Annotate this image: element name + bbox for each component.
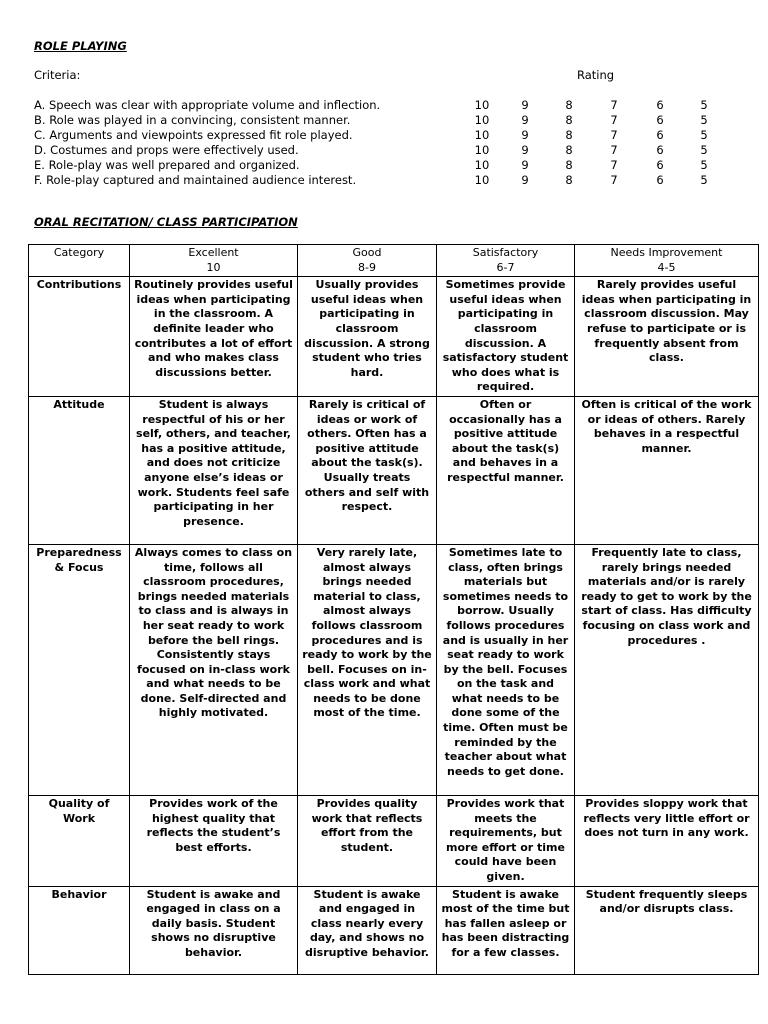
- needs-improvement-cell: Rarely provides useful ideas when participating in classroom discussion. May refuse to participate or is frequently absent from class.: [575, 277, 759, 397]
- rating-score: 10: [474, 128, 490, 142]
- needs-improvement-cell: Frequently late to class, rarely brings needed materials and/or is rarely ready to get to work by the start of class. Has difficulty focusing on class work and procedures .: [575, 544, 759, 795]
- header-satisfactory: Satisfactory 6-7: [437, 245, 575, 277]
- good-cell: Provides quality work that reflects effort from the student.: [298, 795, 437, 886]
- rating-score: 5: [700, 128, 708, 142]
- rubric-row-contributions: [29, 277, 759, 397]
- rating-score: 5: [700, 143, 708, 157]
- criterion-row: [34, 143, 708, 158]
- rating-score: 6: [656, 173, 664, 187]
- criterion-text: B. Role was played in a convincing, consistent manner.: [34, 113, 351, 127]
- category-cell: Quality of Work: [29, 795, 130, 886]
- rating-score: 7: [610, 113, 618, 127]
- rating-score: 8: [565, 158, 573, 172]
- oral-recitation-title: ORAL RECITATION/ CLASS PARTICIPATION: [34, 215, 298, 229]
- good-cell: Rarely is critical of ideas or work of others. Often has a positive attitude about the task(s). Usually treats others and self with respect.: [298, 396, 437, 544]
- rating-score: 10: [474, 113, 490, 127]
- good-cell: Very rarely late, almost always brings needed material to class, almost always follows classroom procedures and is ready to work by the bell. Focuses on in-class work and what needs to be done most of the time.: [298, 544, 437, 795]
- rating-score: 5: [700, 158, 708, 172]
- rating-score: 7: [610, 143, 618, 157]
- rating-score: 9: [521, 113, 529, 127]
- rubric-header-row: [29, 245, 759, 277]
- rating-score: 9: [521, 143, 529, 157]
- criterion-text: C. Arguments and viewpoints expressed fit role played.: [34, 128, 353, 142]
- category-cell: Preparedness & Focus: [29, 544, 130, 795]
- category-cell: Behavior: [29, 886, 130, 974]
- criterion-row: [34, 158, 708, 173]
- rubric-table: [28, 244, 759, 975]
- rating-score: 5: [700, 173, 708, 187]
- rating-score: 9: [521, 158, 529, 172]
- rubric-row-quality-of-work: [29, 795, 759, 886]
- criterion-text: F. Role-play captured and maintained audience interest.: [34, 173, 357, 187]
- excellent-cell: Provides work of the highest quality that reflects the student’s best efforts.: [130, 795, 298, 886]
- rating-score: 10: [474, 158, 490, 172]
- criterion-text: A. Speech was clear with appropriate volume and inflection.: [34, 98, 381, 112]
- needs-improvement-cell: Often is critical of the work or ideas of others. Rarely behaves in a respectful manner.: [575, 396, 759, 544]
- header-good: Good 8-9: [298, 245, 437, 277]
- satisfactory-cell: Sometimes late to class, often brings materials but sometimes needs to borrow. Usually follows procedures and is usually in her seat ready to work by the bell. Focuses on the task and what needs to be done some of the time. Often must be reminded by the teacher about what needs to get done.: [437, 544, 575, 795]
- criterion-row: [34, 113, 708, 128]
- criterion-row: [34, 128, 708, 143]
- rating-score: 8: [565, 173, 573, 187]
- good-cell: Usually provides useful ideas when participating in classroom discussion. A strong student who tries hard.: [298, 277, 437, 397]
- rating-score: 6: [656, 113, 664, 127]
- rating-score: 9: [521, 98, 529, 112]
- category-cell: Attitude: [29, 396, 130, 544]
- role-playing-title: ROLE PLAYING: [34, 39, 127, 53]
- rating-score: 8: [565, 98, 573, 112]
- rating-score: 7: [610, 173, 618, 187]
- rating-score: 8: [565, 113, 573, 127]
- good-cell: Student is awake and engaged in class nearly every day, and shows no disruptive behavior.: [298, 886, 437, 974]
- excellent-cell: Student is always respectful of his or her self, others, and teacher, has a positive attitude, and does not criticize anyone else’s ideas or work. Students feel safe participating in her presence.: [130, 396, 298, 544]
- criterion-text: E. Role-play was well prepared and organized.: [34, 158, 300, 172]
- excellent-cell: Routinely provides useful ideas when participating in the classroom. A definite leader who contributes a lot of effort and who makes class discussions better.: [130, 277, 298, 397]
- rating-score: 5: [700, 113, 708, 127]
- rubric-row-preparedness: [29, 544, 759, 795]
- criterion-text: D. Costumes and props were effectively used.: [34, 143, 299, 157]
- rating-score: 10: [474, 143, 490, 157]
- rating-score: 7: [610, 158, 618, 172]
- rating-score: 8: [565, 128, 573, 142]
- rating-label: Rating: [577, 68, 615, 82]
- header-category: Category: [29, 245, 130, 277]
- rating-score: 9: [521, 173, 529, 187]
- rubric-row-attitude: [29, 396, 759, 544]
- needs-improvement-cell: Student frequently sleeps and/or disrupts class.: [575, 886, 759, 974]
- category-cell: Contributions: [29, 277, 130, 397]
- header-excellent: Excellent 10: [130, 245, 298, 277]
- criterion-row: [34, 173, 708, 188]
- criteria-label: Criteria:: [34, 68, 81, 82]
- rating-score: 9: [521, 128, 529, 142]
- criterion-row: [34, 98, 708, 113]
- rating-score: 6: [656, 158, 664, 172]
- rating-score: 6: [656, 143, 664, 157]
- rating-score: 6: [656, 128, 664, 142]
- satisfactory-cell: Often or occasionally has a positive attitude about the task(s) and behaves in a respectful manner.: [437, 396, 575, 544]
- rating-score: 10: [474, 173, 490, 187]
- rating-score: 8: [565, 143, 573, 157]
- satisfactory-cell: Sometimes provide useful ideas when participating in classroom discussion. A satisfactory student who does what is required.: [437, 277, 575, 397]
- excellent-cell: Student is awake and engaged in class on a daily basis. Student shows no disruptive behavior.: [130, 886, 298, 974]
- needs-improvement-cell: Provides sloppy work that reflects very little effort or does not turn in any work.: [575, 795, 759, 886]
- rating-score: 5: [700, 98, 708, 112]
- excellent-cell: Always comes to class on time, follows all classroom procedures, brings needed materials to class and is always in her seat ready to work before the bell rings. Consistently stays focused on in-class work and what needs to be done. Self-directed and highly motivated.: [130, 544, 298, 795]
- satisfactory-cell: Student is awake most of the time but has fallen asleep or has been distracting for a few classes.: [437, 886, 575, 974]
- rating-score: 10: [474, 98, 490, 112]
- rubric-row-behavior: [29, 886, 759, 974]
- rating-score: 6: [656, 98, 664, 112]
- rating-score: 7: [610, 98, 618, 112]
- rating-score: 7: [610, 128, 618, 142]
- satisfactory-cell: Provides work that meets the requirements, but more effort or time could have been given.: [437, 795, 575, 886]
- header-needs-improvement: Needs Improvement 4-5: [575, 245, 759, 277]
